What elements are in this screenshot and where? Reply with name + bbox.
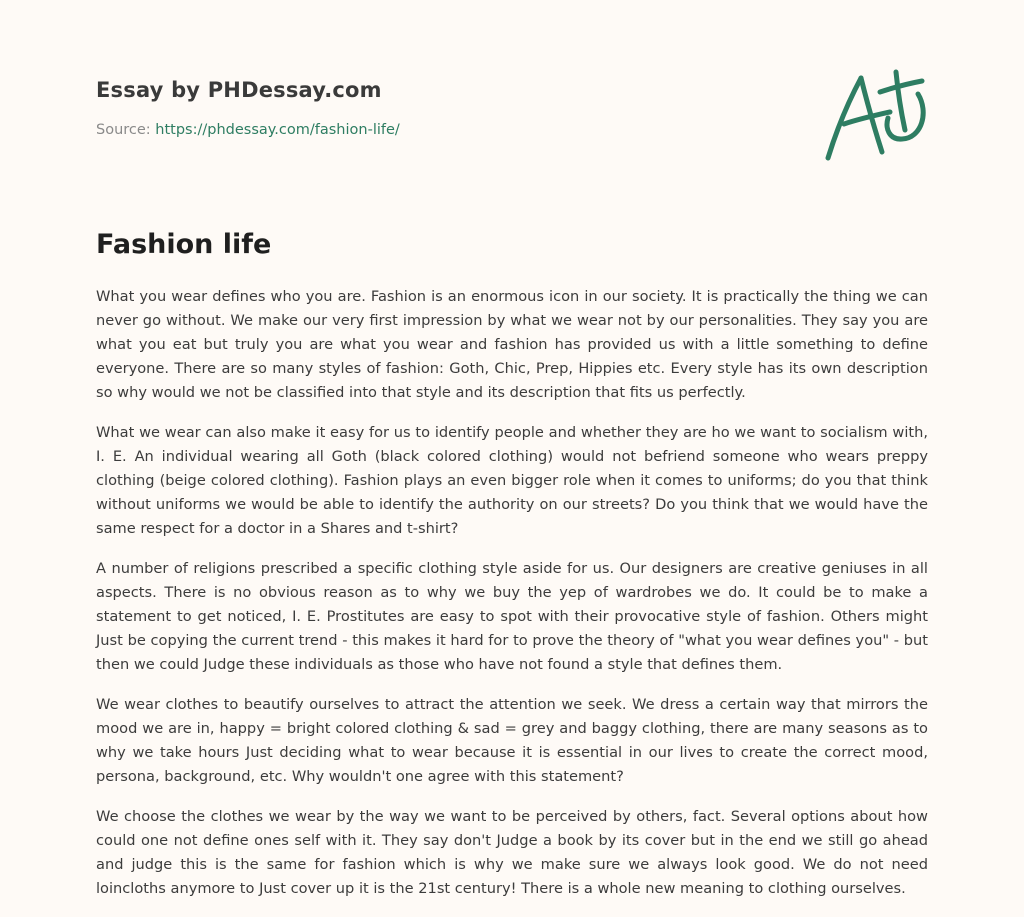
essay-paragraph: A number of religions prescribed a specific clothing style aside for us. Our designers are creative geniuses in all aspects. There is no obvious reason as to why we buy the yep of wardrobes we do. It could be to make a statement to get noticed, I. E. Prostitutes are easy to spot with their provocative style of fashion. Others might Just be copying the current trend - this makes it hard for to prove the theory of "what you wear defines you" - but then we could Judge these individuals as those who have not found a style that defines them. [96, 560, 928, 673]
source-line [96, 120, 928, 140]
essay-paragraph: We choose the clothes we wear by the way we want to be perceived by others, fact. Several options about how could one not define ones self with it. They say don't Judge a book by its cover but in the end we still go ahead and judge this is the same for fashion which is why we make sure we always look good. We do not need loincloths anymore to Just cover up it is the 21st century! There is a whole new meaning to clothing ourselves. [96, 808, 928, 897]
source-label: Source: [96, 122, 151, 138]
a-plus-grade-icon [818, 66, 932, 166]
essay-paragraph: We wear clothes to beautify ourselves to attract the attention we seek. We dress a certain way that mirrors the mood we are in, happy = bright colored clothing & sad = grey and baggy clothing, there are many seasons as to why we take hours Just deciding what to wear because it is essential in our lives to create the correct mood, persona, background, etc. Why wouldn't one agree with this statement? [96, 696, 928, 785]
page-title: Fashion life [96, 229, 272, 260]
site-title: Essay by PHDessay.com [96, 78, 382, 102]
essay-header [96, 76, 928, 140]
essay-paragraph: What you wear defines who you are. Fashion is an enormous icon in our society. It is practically the thing we can never go without. We make our very first impression by what we wear not by our personalities. They say you are what you eat but truly you are what you wear and fashion has provided us with a little something to define everyone. There are so many styles of fashion: Goth, Chic, Prep, Hippies etc. Every style has its own description so why would we not be classified into that style and its description that fits us perfectly. [96, 288, 928, 401]
essay-body [96, 285, 928, 917]
source-link[interactable]: https://phdessay.com/fashion-life/ [155, 122, 400, 138]
essay-paragraph: What we wear can also make it easy for us to identify people and whether they are ho we want to socialism with, I. E. An individual wearing all Goth (black colored clothing) would not befriend someone who wears preppy clothing (beige colored clothing). Fashion plays an even bigger role when it comes to uniforms; do you that think without uniforms we would be able to identify the authority on our streets? Do you think that we would have the same respect for a doctor in a Shares and t-shirt? [96, 424, 928, 537]
